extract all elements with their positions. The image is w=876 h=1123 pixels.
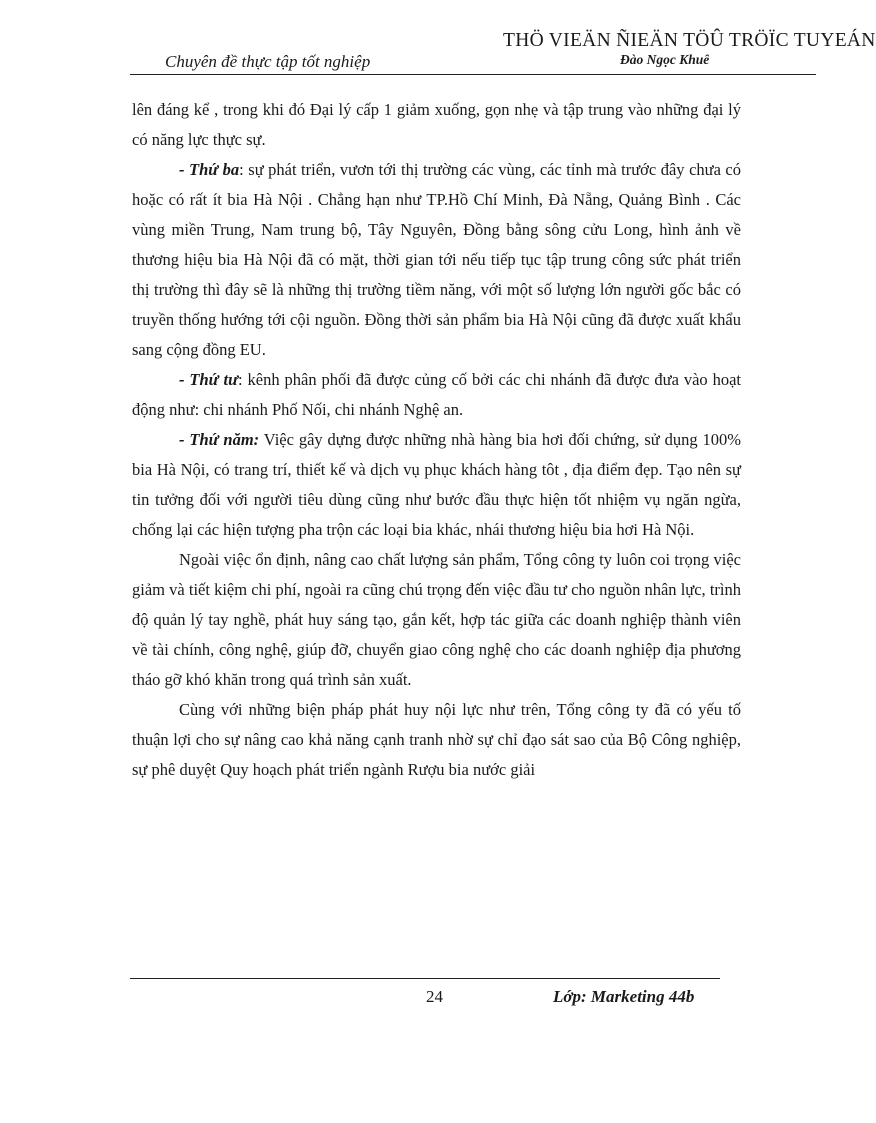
paragraph-4-lead: - Thứ năm:: [179, 430, 260, 449]
footer-divider: [130, 978, 720, 979]
document-title: Chuyên đề thực tập tốt nghiệp: [165, 52, 371, 71]
paragraph-3: [132, 365, 741, 425]
paragraph-1: lên đáng kể , trong khi đó Đại lý cấp 1 giảm xuống, gọn nhẹ và tập trung vào những đại lý có năng lực thực sự.: [132, 100, 741, 149]
header-divider: [130, 74, 816, 75]
paragraph-2-text: : sự phát triển, vươn tới thị trường các vùng, các tỉnh mà trước đây chưa có hoặc có rất ít bia Hà Nội . Chẳng hạn như TP.Hồ Chí Minh, Đà Nẵng, Quảng Bình . Các vùng miền Trung, Nam trung bộ, Tây Nguyên, Đồng bằng sông cửu Long, hình ảnh về thương hiệu bia Hà Nội đã có mặt, thời gian tới nếu tiếp tục tập trung công sức phát triển thị trường thì đây sẽ là những thị trường tiềm năng, với một số lượng lớn người gốc bắc có truyền thống hướng tới cội nguồn. Đồng thời sản phẩm bia Hà Nội cũng đã được xuất khẩu sang cộng đồng EU.: [132, 160, 741, 359]
library-watermark-title: THÖ VIEÄN ÑIEÄN TÖÛ TRÖÏC TUYEÁN: [503, 30, 876, 51]
paragraph-3-lead: - Thứ tư: [179, 370, 238, 389]
paragraph-2-lead: - Thứ ba: [179, 160, 240, 179]
author-name: Đào Ngọc Khuê: [620, 52, 710, 67]
paragraph-3-text: : kênh phân phối đã được củng cố bởi các chi nhánh đã được đưa vào hoạt động như: chi nhánh Phố Nối, chi nhánh Nghệ an.: [132, 370, 742, 419]
page-body: [132, 95, 741, 785]
paragraph-4: [132, 425, 741, 545]
page-number: 24: [426, 987, 443, 1006]
paragraph-6: Cùng với những biện pháp phát huy nội lực như trên, Tổng công ty đã có yếu tố thuận lợi cho sự nâng cao khả năng cạnh tranh nhờ sự chỉ đạo sát sao của Bộ Công nghiệp, sự phê duyệt Quy hoạch phát triển ngành Rượu bia nước giải: [132, 700, 741, 779]
paragraph-2: [132, 155, 741, 365]
class-label: Lớp: Marketing 44b: [553, 987, 695, 1006]
paragraph-5: Ngoài việc ổn định, nâng cao chất lượng sản phẩm, Tổng công ty luôn coi trọng việc giảm và tiết kiệm chi phí, ngoài ra cũng chú trọng đến việc đầu tư cho nguồn nhân lực, trình độ quản lý tay nghề, phát huy sáng tạo, gắn kết, hợp tác giữa các doanh nghiệp thành viên về tài chính, công nghệ, giúp đỡ, chuyển giao công nghệ cho các doanh nghiệp địa phương tháo gỡ khó khăn trong quá trình sản xuất.: [132, 550, 741, 689]
paragraph-4-text: Việc gây dựng được những nhà hàng bia hơi đối chứng, sử dụng 100% bia Hà Nội, có trang trí, thiết kế và dịch vụ phục khách hàng tôt , địa điểm đẹp. Tạo nên sự tin tưởng đối với người tiêu dùng cũng như bước đầu thực hiện tốt nhiệm vụ ngăn ngừa, chống lại các hiện tượng pha trộn các loại bia khác, nhái thương hiệu bia hơi Hà Nội.: [132, 430, 741, 539]
